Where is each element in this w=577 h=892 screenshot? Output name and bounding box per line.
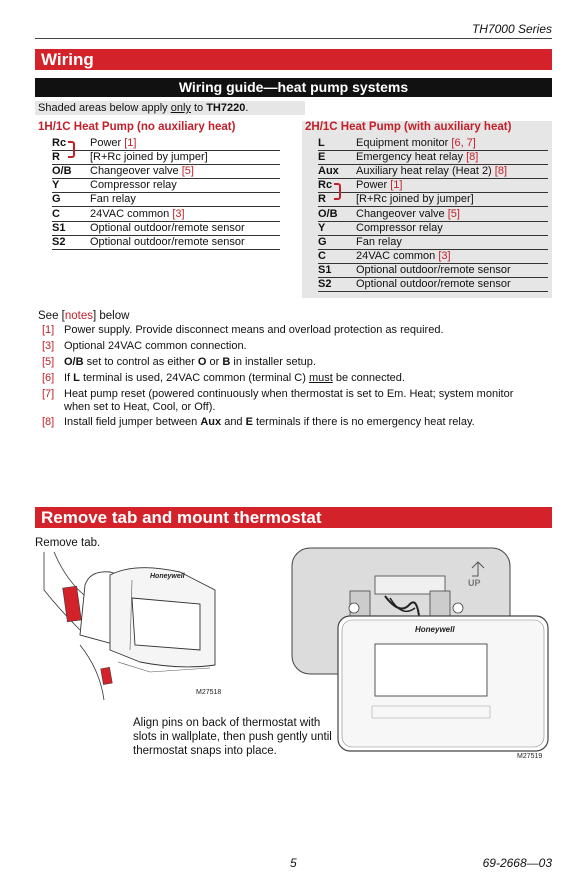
note-reference: [8] (494, 165, 508, 178)
terminal-description: Fan relay (356, 235, 402, 248)
terminal-description: [R+Rc joined by jumper] (90, 151, 208, 164)
note-text: O/B set to control as either O or B in installer setup. (64, 356, 316, 368)
note-reference: [5] (447, 207, 460, 220)
terminal-label: C (318, 249, 326, 262)
terminal-description: Optional outdoor/remote sensor (356, 263, 511, 276)
terminal-label: S2 (52, 235, 66, 248)
fig1-code: M27518 (196, 689, 222, 696)
terminal-label: O/B (52, 165, 72, 178)
fig2-code: M27519 (517, 753, 543, 760)
wiring-row (318, 277, 548, 292)
terminal-description: Changeover valve [5] (90, 165, 194, 178)
wiring-row (318, 164, 548, 179)
terminal-label: Y (318, 221, 326, 234)
up-label: UP (468, 578, 481, 588)
note-text: Install field jumper between Aux and E terminals if there is no emergency heat relay. (64, 416, 475, 428)
fig2-brand: Honeywell (415, 625, 455, 634)
wiring-row (318, 136, 548, 151)
terminal-label: E (318, 151, 326, 164)
note-reference: [3] (438, 249, 451, 262)
terminal-label: R (52, 151, 60, 164)
fig1-brand: Honeywell (150, 573, 185, 580)
wiring-row (52, 164, 280, 179)
wiring-row (318, 150, 548, 165)
wiring-row (318, 235, 548, 250)
wiring-guide-heading: Wiring guide—heat pump systems (35, 78, 552, 97)
wiring-row (52, 192, 280, 207)
note-text: If L terminal is used, 24VAC common (terminal C) must be connected. (64, 372, 405, 384)
terminal-description: Power [1] (90, 137, 137, 149)
terminal-description: Equipment monitor [6, 7] (356, 137, 476, 149)
terminal-description: Optional outdoor/remote sensor (356, 278, 511, 290)
terminal-label: Y (52, 179, 60, 192)
terminal-label: S2 (318, 278, 332, 290)
terminal-description: Power [1] (356, 179, 403, 192)
note-item (42, 416, 542, 429)
note-text: Optional 24VAC common connection. (64, 340, 247, 352)
note-number: [5] (42, 356, 55, 368)
wiring-row (318, 178, 548, 193)
notes-link[interactable]: notes (64, 310, 93, 322)
terminal-label: Rc (52, 137, 67, 149)
terminal-label: Aux (318, 165, 339, 178)
note-number: [6] (42, 372, 55, 384)
wiring-row (52, 136, 280, 151)
terminal-description: Optional outdoor/remote sensor (90, 235, 245, 248)
page-number: 5 (290, 856, 297, 870)
note-item (42, 372, 542, 385)
note-number: [1] (42, 324, 55, 336)
terminal-label: L (318, 137, 325, 149)
terminal-label: G (318, 235, 327, 248)
terminal-label: Rc (318, 179, 333, 192)
note-text: Heat pump reset (powered continuously when thermostat is set to Em. Heat; system monitor when set to Heat, Cool, or Off). (64, 388, 514, 413)
terminal-description: Changeover valve [5] (356, 207, 460, 220)
wiring-row (52, 235, 280, 250)
mount-heading: Remove tab and mount thermostat (35, 507, 552, 528)
wiring-row (318, 249, 548, 264)
note-number: [3] (42, 340, 55, 352)
wiring-row (52, 178, 280, 193)
note-number: [8] (42, 416, 55, 428)
note-reference: [1] (124, 137, 137, 149)
terminal-description: Optional outdoor/remote sensor (90, 221, 245, 234)
note-reference: [5] (181, 165, 194, 178)
note-item (42, 324, 542, 337)
table2-title: 2H/1C Heat Pump (with auxiliary heat) (305, 121, 512, 133)
align-instructions: Align pins on back of thermostat with slots in wallplate, then push gently until thermostat snaps into place. (133, 717, 332, 757)
terminal-label: G (52, 193, 61, 206)
note-reference: [3] (172, 207, 185, 220)
terminal-label: S1 (52, 221, 66, 234)
terminal-description: Compressor relay (90, 179, 177, 192)
jumper-bracket (334, 183, 341, 200)
wiring-row (318, 207, 548, 222)
terminal-label: S1 (318, 263, 332, 276)
wiring-row (52, 150, 280, 165)
note-reference: [8] (466, 151, 479, 164)
note-item (42, 356, 542, 369)
wiring-row (52, 207, 280, 222)
terminal-description: Fan relay (90, 193, 136, 206)
note-text: Power supply. Provide disconnect means and overload protection as required. (64, 324, 444, 336)
terminal-description: Emergency heat relay [8] (356, 151, 479, 164)
jumper-bracket (68, 141, 75, 158)
wiring-row (318, 221, 548, 236)
terminal-label: R (318, 193, 326, 206)
remove-tab-illustration (40, 550, 250, 700)
table1-title: 1H/1C Heat Pump (no auxiliary heat) (38, 121, 236, 133)
shade-note: Shaded areas below apply only to TH7220. (38, 102, 249, 114)
wiring-row (318, 263, 548, 278)
wiring-row (52, 221, 280, 236)
note-reference: [1] (390, 179, 403, 192)
wiring-row (318, 192, 548, 207)
terminal-label: C (52, 207, 60, 220)
terminal-description: [R+Rc joined by jumper] (356, 193, 474, 206)
terminal-label: O/B (318, 207, 338, 220)
terminal-description: 24VAC common [3] (90, 207, 185, 220)
remove-tab-caption: Remove tab. (35, 537, 101, 549)
series-label: TH7000 Series (471, 22, 552, 36)
note-item (42, 388, 542, 414)
note-number: [7] (42, 388, 55, 400)
doc-number: 69-2668—03 (482, 856, 552, 870)
terminal-description: 24VAC common [3] (356, 249, 451, 262)
terminal-description: Compressor relay (356, 221, 443, 234)
wiring-heading: Wiring (35, 49, 552, 70)
note-reference: [6, 7] (451, 137, 476, 149)
note-item (42, 340, 542, 353)
notes-intro: See [notes] below (38, 310, 130, 322)
header-rule (35, 38, 552, 39)
terminal-description: Auxiliary heat relay (Heat 2) [8] (356, 165, 508, 178)
